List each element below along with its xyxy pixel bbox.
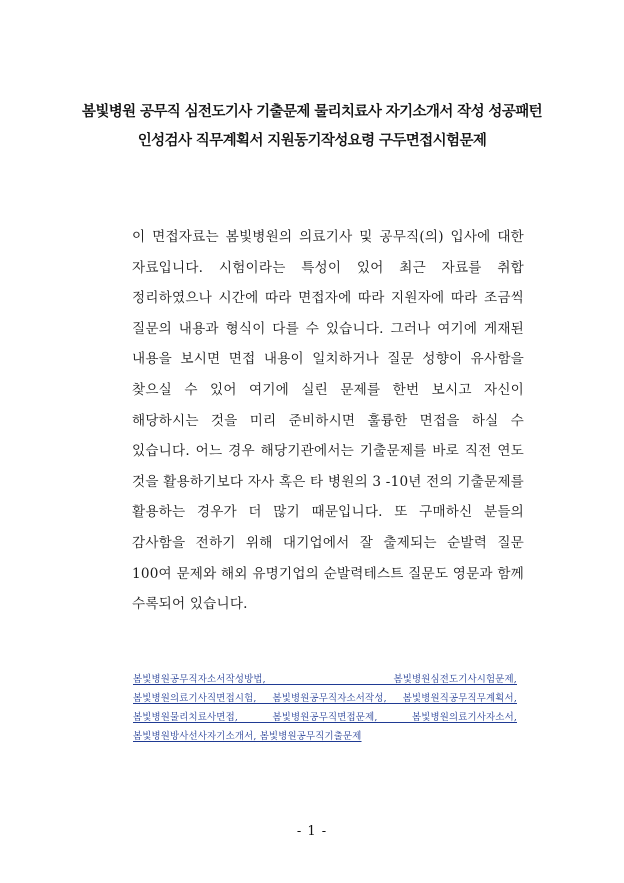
keyword-link-text[interactable]: 봄빛병원공무직자소서작성방법, 봄빛병원심전도기사시험문제, 봄빛병원의료기사직면접시험, 봄빛병원공무직자소서작성, 봄빛병원직공무직무계획서, 봄빛병원물리치료사면접, 봄빛병원공무직면접문제, 봄빛병원의료기사자소서, 봄빛병원방사선사자기소개서, 봄빛병원공무직기출문제: [133, 674, 517, 742]
document-title-line-1: 봄빛병원 공무직 심전도기사 기출문제 물리치료사 자기소개서 작성 성공패턴: [81, 104, 543, 120]
body-paragraph: 이 면접자료는 봄빛병원의 의료기사 및 공무직(의) 입사에 대한 자료입니다. 시험이라는 특성이 있어 최근 자료를 취합 정리하였으나 시간에 따라 면접자에 따라 지원자에 따라 조금씩 질문의 내용과 형식이 다를 수 있습니다. 그러나 여기에 게재된 내용을 보시면 면접 내용이 일치하거나 질문 성향이 유사함을 찾으실 수 있어 여기에 실린 문제를 한번 보시고 자신이 해당하시는 것을 미리 준비하시면 훌륭한 면접을 하실 수 있습니다. 어느 경우 해당기관에서는 기출문제를 바로 직전 연도 것을 활용하기보다 자사 혹은 타 병원의 3 -10년 전의 기출문제를 활용하는 경우가 더 많기 때문입니다. 또 구매하신 분들의 감사함을 전하기 위해 대기업에서 잘 출제되는 순발력 질문 100여 문제와 해외 유명기업의 순발력테스트 질문도 영문과 함께 수록되어 있습니다.: [132, 229, 524, 613]
document-title-line-2: 인성검사 직무계획서 지원동기작성요령 구두면접시험문제: [137, 133, 487, 149]
page-number: - 1 -: [296, 824, 328, 839]
keyword-links[interactable]: [133, 670, 517, 746]
